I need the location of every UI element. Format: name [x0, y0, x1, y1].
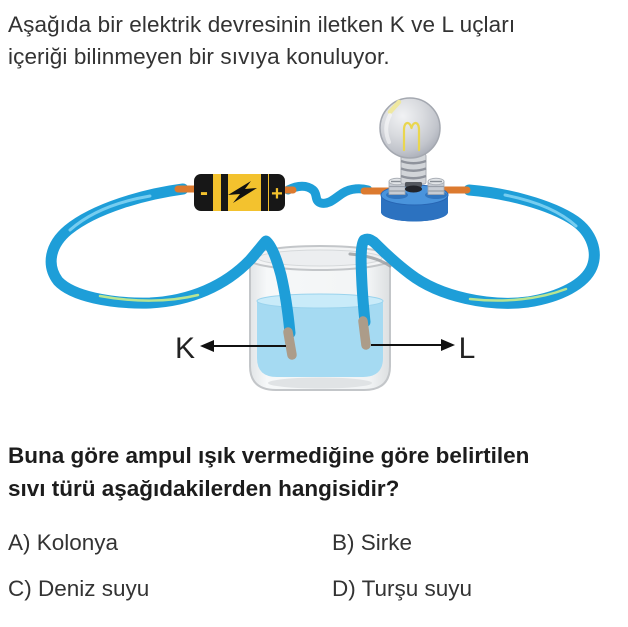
intro-text: [8, 9, 626, 72]
middle-wire-squiggle: [288, 186, 368, 203]
option-a[interactable]: A) Kolonya: [8, 530, 119, 555]
electrode-tip-icon: [363, 321, 366, 345]
battery-stripe: [221, 174, 228, 211]
label-l: L: [458, 332, 476, 365]
option-c[interactable]: C) Deniz suyu: [8, 576, 150, 601]
battery-stripe: [261, 174, 268, 211]
l-arrowhead: [441, 339, 455, 351]
question-line-2: sıvı türü aşağıdakilerden hangisidir?: [8, 476, 400, 501]
option-b[interactable]: B) Sirke: [332, 530, 413, 555]
label-k: K: [174, 332, 196, 365]
screw-terminal-right: [428, 178, 444, 194]
beaker-icon: [247, 246, 393, 390]
battery-icon: [194, 174, 285, 211]
light-bulb-icon: [380, 98, 440, 193]
intro-line-1: Aşağıda bir elektrik devresinin iletken K ve L uçları: [8, 12, 516, 37]
question-text: [8, 439, 626, 505]
intro-line-2: içeriği bilinmeyen bir sıvıya konuluyor.: [8, 43, 390, 69]
question-line-1: Buna göre ampul ışık vermediğine göre belirtilen: [8, 443, 530, 468]
battery-minus-label: -: [200, 179, 208, 206]
k-arrowhead: [200, 340, 214, 352]
bulb-glass: [380, 98, 440, 158]
beaker-bottom-shade: [268, 378, 372, 389]
circuit-diagram: [0, 90, 628, 400]
option-d[interactable]: D) Turşu suyu: [332, 576, 473, 601]
circuit-figure: [0, 90, 628, 400]
battery-plus-label: +: [271, 183, 283, 205]
electrode-tip-icon: [288, 332, 292, 355]
bulb-contact-tip: [405, 186, 422, 193]
